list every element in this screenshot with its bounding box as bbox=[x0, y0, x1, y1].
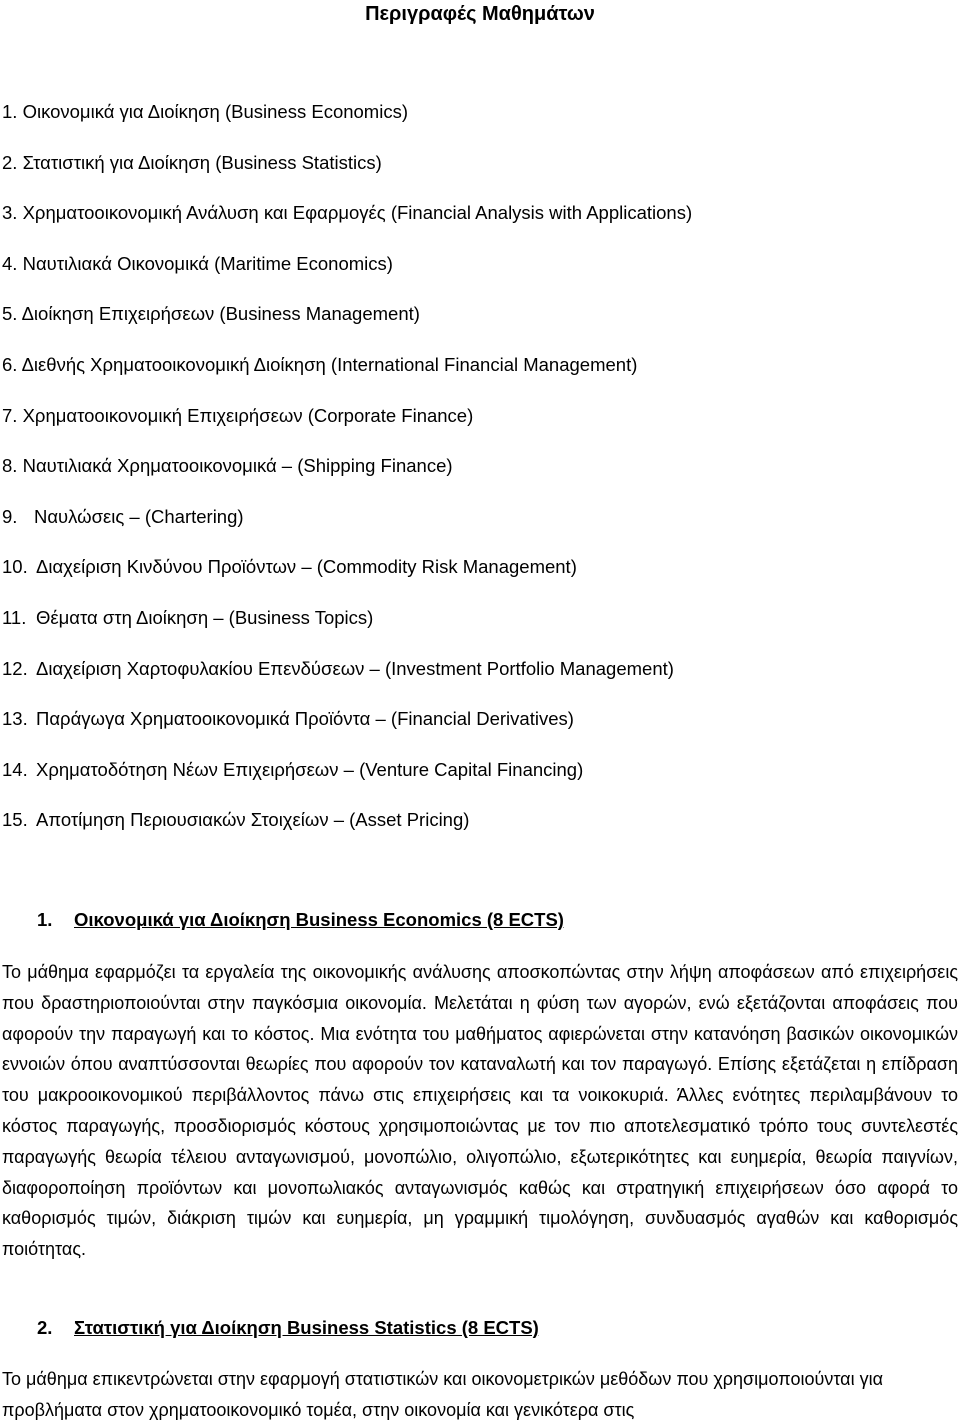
course-title: Ναυλώσεις – (Chartering) bbox=[34, 505, 244, 527]
course-title: Παράγωγα Χρηματοοικονομικά Προϊόντα – (Financial Derivatives) bbox=[36, 708, 574, 730]
course-title: Διαχείριση Χαρτοφυλακίου Επενδύσεων – (Investment Portfolio Management) bbox=[36, 657, 674, 679]
section-description: Το μάθημα επικεντρώνεται στην εφαρμογή στατιστικών και οικονομετρικών μεθόδων που χρησιμοποιούνται για προβλήματα στον χρηματοοικονομικό τομέα, στην οικονομία και γενικότερα στις bbox=[2, 1369, 883, 1420]
course-title: Διεθνής Χρηματοοικονομική Διοίκηση (International Financial Management) bbox=[21, 353, 638, 375]
course-list-item bbox=[2, 201, 692, 252]
course-number: 2. bbox=[2, 151, 18, 173]
course-number: 10. bbox=[2, 556, 28, 578]
course-number: 4. bbox=[2, 252, 18, 274]
course-description-section bbox=[2, 908, 958, 1265]
course-title: Θέματα στη Διοίκηση – (Business Topics) bbox=[36, 606, 374, 628]
course-list-item bbox=[2, 808, 692, 859]
course-title: Ναυτιλιακά Χρηματοοικονομικά – (Shipping Finance) bbox=[22, 455, 453, 477]
course-number: 3. bbox=[2, 202, 18, 224]
course-number: 12. bbox=[2, 657, 28, 679]
course-list-item bbox=[2, 707, 692, 758]
course-description-section bbox=[2, 1316, 958, 1426]
course-number: 11. bbox=[2, 606, 27, 628]
course-list-item bbox=[2, 353, 692, 404]
course-number: 8. bbox=[2, 455, 18, 477]
course-title: Ναυτιλιακά Οικονομικά (Maritime Economics) bbox=[22, 252, 393, 274]
section-title: Στατιστική για Διοίκηση Business Statistics (8 ECTS) bbox=[74, 1317, 539, 1338]
course-list-item bbox=[2, 758, 692, 809]
course-list-item bbox=[2, 404, 692, 455]
course-number: 5. bbox=[2, 303, 18, 325]
section-heading bbox=[2, 908, 958, 932]
course-list-item bbox=[2, 606, 692, 657]
section-description: Το μάθημα εφαρμόζει τα εργαλεία της οικονομικής ανάλυσης αποσκοπώντας στην λήψη αποφάσεων από επιχειρήσεις που δραστηριοποιούνται στην παγκόσμια οικονομία. Μελετάται η φύση των αγορών, ενώ εξετάζονται αποφάσεις που αφορούν την παραγωγή και το κόστος. Μια ενότητα του μαθήματος αφιερώνεται στην κατανόηση βασικών οικονομικών εννοιών όπου αναπτύσσονται θεωρίες που αφορούν τον καταναλωτή και τον παραγωγό. Επίσης εξετάζεται η επίδραση του μακροοικονομικού περιβάλλοντος πάνω στις επιχειρήσεις και τα νοικοκυριά. Άλλες ενότητες περιλαμβάνουν το κόστος παραγωγής, προσδιορισμός κόστους χρησιμοποιώντας με τον πιο αποτελεσματικό τρόπο τους συντελεστές παραγωγής θεωρία τέλειου ανταγωνισμού, μονοπώλιο, ολιγοπώλιο, εξωτερικότητες και ευημερία, θεωρία παιγνίων, διαφοροποίηση προϊόντων και μονοπωλιακός ανταγωνισμός καθώς και στρατηγική επιχειρήσεων όσο αφορά το καθορισμός τιμών, διάκριση τιμών και ευημερία, μη γραμμική τιμολόγηση, συνδυασμός αγαθών και καθορισμός ποιότητας. bbox=[2, 962, 958, 1260]
course-title: Χρηματοοικονομική Επιχειρήσεων (Corporate Finance) bbox=[22, 404, 474, 426]
course-number: 14. bbox=[2, 758, 28, 780]
course-list-item bbox=[2, 302, 692, 353]
course-number: 9. bbox=[2, 505, 18, 527]
course-title: Διαχείριση Κινδύνου Προϊόντων – (Commodity Risk Management) bbox=[36, 556, 577, 578]
course-title: Στατιστική για Διοίκηση (Business Statistics) bbox=[22, 151, 382, 173]
course-list-item bbox=[2, 100, 692, 151]
course-title: Χρηματοδότηση Νέων Επιχειρήσεων – (Venture Capital Financing) bbox=[36, 758, 584, 780]
section-number: 1. bbox=[37, 909, 53, 930]
section-heading bbox=[2, 1316, 958, 1340]
course-number: 15. bbox=[2, 809, 28, 831]
course-title: Οικονομικά για Διοίκηση (Business Economics) bbox=[22, 101, 408, 122]
course-list-item bbox=[2, 555, 692, 606]
course-number: 1. bbox=[2, 101, 18, 122]
section-number: 2. bbox=[37, 1317, 53, 1338]
course-title: Χρηματοοικονομική Ανάλυση και Εφαρμογές (Financial Analysis with Applications) bbox=[22, 202, 693, 224]
section-title: Οικονομικά για Διοίκηση Business Economics (8 ECTS) bbox=[74, 909, 564, 930]
course-list-item bbox=[2, 505, 692, 556]
course-number: 7. bbox=[2, 404, 18, 426]
course-list-item bbox=[2, 657, 692, 708]
course-list-item bbox=[2, 454, 692, 505]
course-title: Διοίκηση Επιχειρήσεων (Business Management) bbox=[21, 303, 420, 325]
course-list bbox=[2, 100, 692, 859]
course-list-item bbox=[2, 252, 692, 303]
course-number: 13. bbox=[2, 708, 28, 730]
course-title: Αποτίμηση Περιουσιακών Στοιχείων – (Asset Pricing) bbox=[36, 809, 470, 831]
course-number: 6. bbox=[2, 353, 18, 375]
course-list-item bbox=[2, 151, 692, 202]
page-title: Περιγραφές Μαθημάτων bbox=[365, 3, 595, 25]
